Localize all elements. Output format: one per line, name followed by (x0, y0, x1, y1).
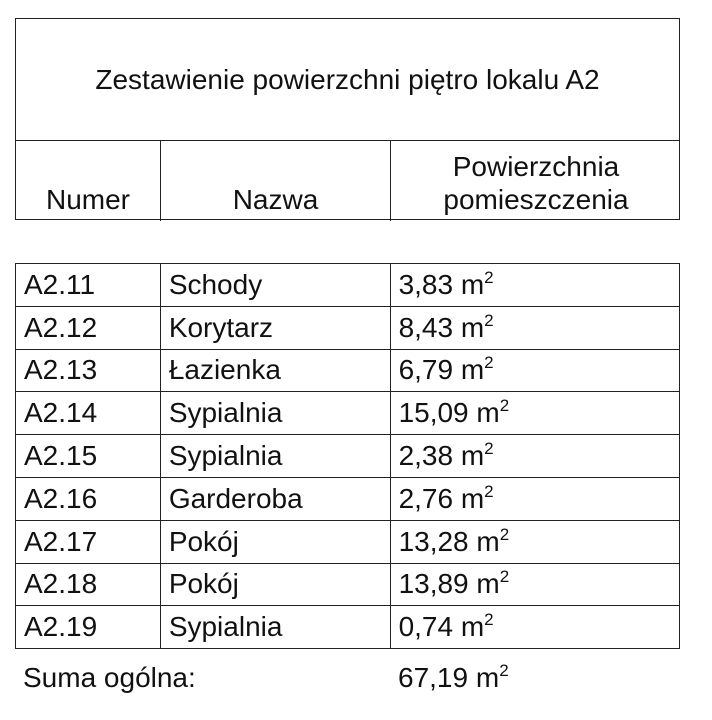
room-name: Pokój (160, 520, 390, 563)
summary-row (23, 662, 680, 702)
table-row (16, 520, 680, 563)
table-row (16, 392, 680, 435)
room-name: Schody (160, 264, 390, 307)
room-number: A2.13 (16, 349, 161, 392)
room-area: 0,74 $m^2$ (390, 606, 679, 649)
room-name: Garderoba (160, 477, 390, 520)
room-number: A2.15 (16, 435, 161, 478)
table-row (16, 606, 680, 649)
room-name: Sypialnia (160, 606, 390, 649)
table-row (16, 477, 680, 520)
table-row (16, 349, 680, 392)
room-number: A2.19 (16, 606, 161, 649)
table-header (15, 18, 680, 220)
table-row (16, 435, 680, 478)
summary-value: 67,19 $m^2$ (398, 661, 509, 693)
room-name: Korytarz (160, 306, 390, 349)
room-area: 6,79 $m^2$ (390, 349, 679, 392)
room-area: 2,76 $m^2$ (390, 477, 679, 520)
room-name: Pokój (160, 563, 390, 606)
summary-label: Suma ogólna: (23, 662, 196, 693)
column-headers (16, 141, 679, 221)
room-area: 3,83 $m^2$ (390, 264, 679, 307)
room-number: A2.11 (16, 264, 161, 307)
room-number: A2.18 (16, 563, 161, 606)
table-title (16, 19, 679, 141)
room-name: Sypialnia (160, 392, 390, 435)
room-number: A2.17 (16, 520, 161, 563)
table-title-text: Zestawienie powierzchni piętro lokalu A2 (95, 63, 600, 95)
room-name: Sypialnia (160, 435, 390, 478)
room-number: A2.12 (16, 306, 161, 349)
table-row (16, 264, 680, 307)
room-number: A2.16 (16, 477, 161, 520)
table-row (16, 306, 680, 349)
room-area: 13,89 $m^2$ (390, 563, 679, 606)
column-header-powierzchnia-line2: pomieszczenia (443, 184, 629, 216)
rooms-table (15, 263, 680, 649)
column-header-nazwa: Nazwa (161, 141, 391, 221)
room-area: 15,09 $m^2$ (390, 392, 679, 435)
room-area: 8,43 $m^2$ (390, 306, 679, 349)
room-area: 13,28 $m^2$ (390, 520, 679, 563)
room-area: 2,38 $m^2$ (390, 435, 679, 478)
column-header-powierzchnia (391, 141, 681, 221)
room-name: Łazienka (160, 349, 390, 392)
room-number: A2.14 (16, 392, 161, 435)
rooms-table-body (16, 264, 680, 649)
column-header-numer: Numer (16, 141, 161, 221)
column-header-powierzchnia-line1: Powierzchnia (452, 150, 620, 182)
table-row (16, 563, 680, 606)
